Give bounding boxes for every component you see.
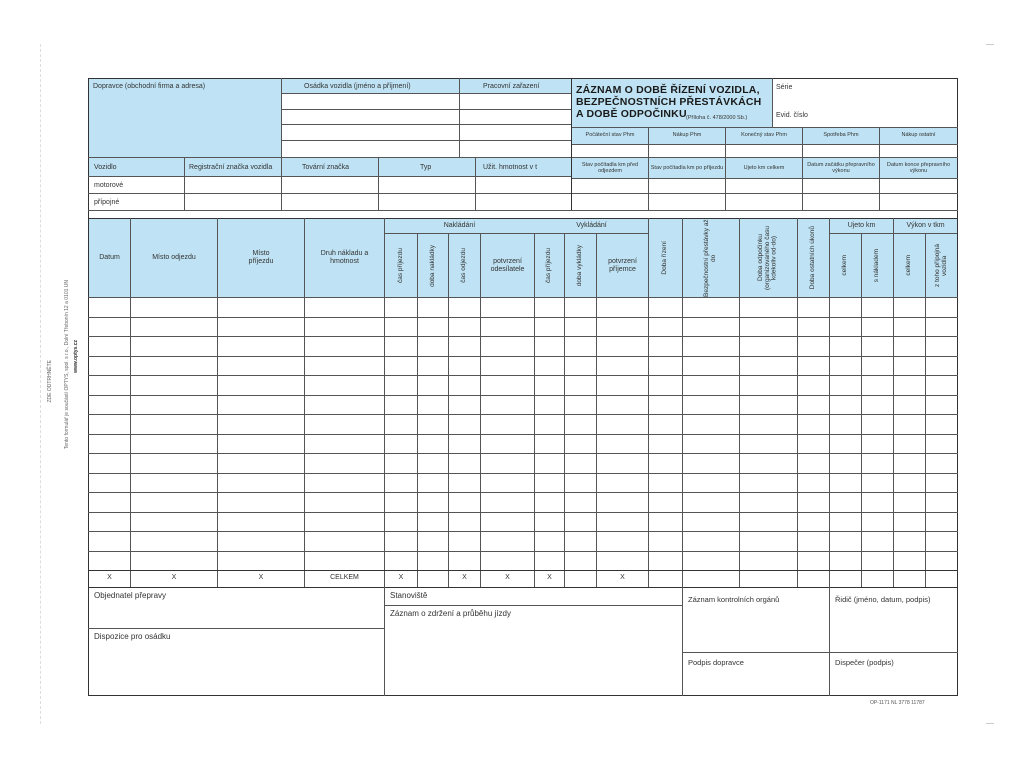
- table-row: [88, 512, 958, 513]
- col-arrival: Místo příjezdu: [248, 250, 274, 265]
- side-website: www.optys.cz: [73, 340, 79, 373]
- table-column-line: [861, 233, 862, 587]
- col-departure: Místo odjezdu: [152, 254, 196, 262]
- km-total-label: Ujeto km celkem: [743, 164, 785, 171]
- totals-row: [89, 570, 957, 586]
- total-cell: X: [505, 574, 510, 582]
- evid-label: Evid. číslo: [776, 112, 808, 119]
- table-row: [88, 336, 958, 337]
- form-title-line2: BEZPEČNOSTNÍCH PŘESTÁVKÁCH: [576, 96, 762, 108]
- motor-label: motorové: [94, 182, 124, 189]
- series-label: Série: [776, 84, 793, 91]
- total-cell: X: [107, 574, 112, 582]
- table-column-line: [596, 233, 597, 587]
- fuel-consumption-label: Spotřeba Phm: [823, 132, 859, 139]
- side-tear-text: ZDE ODTRHNĚTE: [47, 360, 53, 403]
- table-row: [88, 434, 958, 435]
- control-record-label: Záznam kontrolních orgánů: [688, 595, 780, 604]
- side-print-text: Tento formulář je součástí OPTYS, spol. s r.o., Dolní Třebonín 12 a 0101 UN: [64, 280, 70, 450]
- carrier-label: Dopravce (obchodní firma a adresa): [93, 83, 206, 90]
- table-row: [88, 317, 958, 318]
- carrier-sign-label: Podpis dopravce: [688, 658, 744, 667]
- fuel-end-label: Konečný stav Phm: [741, 132, 787, 139]
- fuel-purchase-label: Nákup Phm: [672, 132, 702, 139]
- table-row: [88, 531, 958, 532]
- carrier-box: [89, 79, 281, 157]
- crop-mark: [986, 44, 994, 45]
- total-cell: X: [620, 574, 625, 582]
- col-safety-breaks: Bezpečnostní přestávky až do: [703, 219, 717, 297]
- col-date: Datum: [99, 254, 120, 262]
- dispatcher-label: Dispečer (podpis): [835, 658, 894, 667]
- table-column-line: [480, 233, 481, 587]
- total-cell: CELKEM: [330, 574, 359, 582]
- date-start-label: Datum začátku přepravního výkonu: [807, 161, 875, 174]
- table-column-line: [925, 233, 926, 587]
- col-perf-trailer: z toho přípojná vozidla: [933, 244, 948, 288]
- total-cell: X: [462, 574, 467, 582]
- dispatch-crew-label: Dispozice pro osádku: [94, 632, 171, 641]
- col-rest-time: Doba odpočinku (organizovaného času kdekoliv od-do): [757, 226, 778, 290]
- orderer-label: Objednatel přepravy: [94, 591, 167, 600]
- vehicle-label: Vozidlo: [94, 164, 117, 171]
- col-receiver-confirm: potvrzení příjemce: [608, 257, 637, 273]
- reg-label: Registrační značka vozidla: [189, 164, 273, 171]
- col-sender-confirm: potvrzení odesílatele: [490, 257, 525, 273]
- stanoviste-label: Stanoviště: [390, 591, 428, 600]
- type-label: Typ: [420, 164, 432, 171]
- crew-label: Osádka vozidla (jméno a příjmení): [304, 83, 411, 90]
- make-label: Tovární značka: [302, 164, 350, 171]
- col-unload-arrival: čas příjezdu: [545, 247, 553, 284]
- form-title-line1: ZÁZNAM O DOBĚ ŘÍZENÍ VOZIDLA,: [576, 84, 760, 96]
- group-loading: Nakládání: [443, 222, 476, 230]
- fuel-other-label: Nákup ostatní: [901, 132, 936, 139]
- table-row: [88, 395, 958, 396]
- form-code: OP-1171 NL 3778 11787: [870, 700, 925, 706]
- group-unloading: Vykládání: [576, 222, 607, 230]
- table-column-line: [417, 233, 418, 587]
- col-km-total: celkem: [841, 255, 849, 276]
- col-perf-total: celkem: [905, 255, 913, 276]
- group-performance: Výkon v tkm: [906, 222, 945, 230]
- table-row: [88, 453, 958, 454]
- table-header-line: [88, 297, 958, 298]
- table-column-line: [564, 233, 565, 587]
- group-km: Ujeto km: [847, 222, 876, 230]
- total-cell: X: [258, 574, 264, 582]
- col-driving-time: Doba řízení: [661, 241, 669, 275]
- total-cell: X: [547, 574, 552, 582]
- form-title-note: (Příloha č. 478/2000 Sb.): [686, 115, 748, 121]
- form-title-line3: A DOBĚ ODPOČINKU: [576, 108, 687, 120]
- crop-mark: [986, 723, 994, 724]
- payload-label: Užit. hmotnost v t: [483, 164, 538, 171]
- assignment-label: Pracovní zařazení: [483, 83, 540, 90]
- col-load-arrival: čas příjezdu: [396, 247, 404, 284]
- table-column-line: [448, 233, 449, 587]
- total-cell: X: [171, 574, 177, 582]
- table-column-line: [534, 233, 535, 587]
- total-cell: X: [398, 574, 404, 582]
- table-row: [88, 473, 958, 474]
- fuel-start-label: Počáteční stav Phm: [585, 132, 635, 139]
- col-unload-duration: doba vykládky: [576, 244, 584, 287]
- driver-label: Řidič (jméno, datum, podpis): [835, 595, 931, 604]
- km-after-label: Stav počítadla km po příjezdu: [650, 164, 724, 171]
- date-end-label: Datum konce přepravního výkonu: [886, 161, 951, 174]
- col-load-departure: čas odjezdu: [460, 248, 468, 283]
- table-row: [88, 492, 958, 493]
- table-row: [88, 414, 958, 415]
- perforation-line: [40, 44, 41, 724]
- trailer-label: přípojné: [94, 199, 120, 206]
- table-row: [88, 551, 958, 552]
- col-cargo: Druh nákladu a hmotnost: [320, 250, 369, 265]
- table-row: [88, 375, 958, 376]
- delay-record-label: Záznam o zdržení a průběhu jízdy: [390, 609, 511, 618]
- table-row: [88, 356, 958, 357]
- col-load-duration: doba nakládky: [428, 244, 436, 287]
- km-before-label: Stav počítadla km před odjezdem: [581, 161, 639, 174]
- col-other-tasks: Doba ostatních úkonů: [809, 226, 817, 290]
- col-km-loaded: s nákladem: [873, 248, 881, 283]
